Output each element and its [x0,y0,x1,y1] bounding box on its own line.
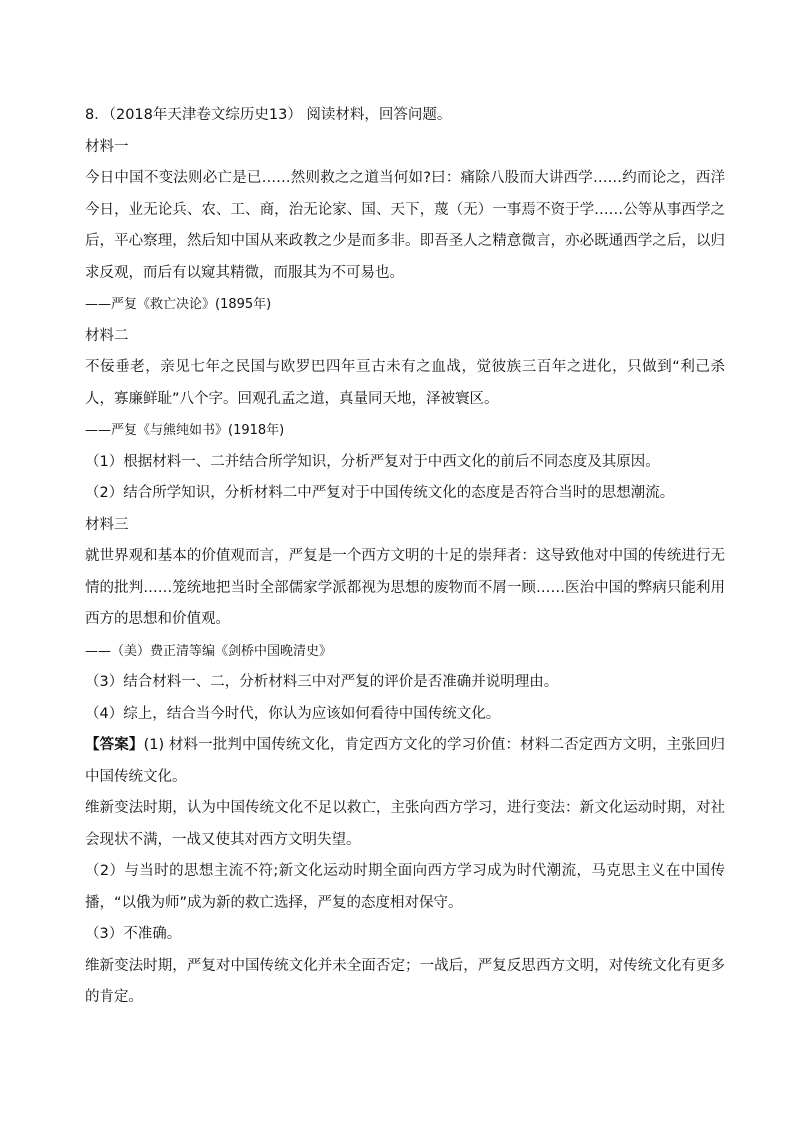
material-3-source: ——（美）费正清等编《剑桥中国晚清史》 [85,643,333,659]
material-3-text: 就世界观和基本的价值观而言，严复是一个西方文明的十足的崇拜者：这导致他对中国的传统进行无情的批判……笼统地把当时全部儒家学派都视为思想的废物而不屑一顾……医治中国的弊病只能利用西方的思想和价值观。 [85,548,725,627]
answer-1-reason: 维新变法时期，认为中国传统文化不足以救亡，主张向西方学习，进行变法：新文化运动时期，对社会现状不满，一战又使其对西方文明失望。 [85,800,725,848]
answer-3: （3）不准确。 [85,926,182,942]
answer-1-text: (1) 材料一批判中国传统文化，肯定西方文化的学习价值：材料二否定西方文明，主张回归中国传统文化。 [85,737,725,785]
document-content [85,100,725,1014]
question-3: （3）结合材料一、二，分析材料三中对严复的评价是否准确并说明理由。 [85,674,559,690]
question-header: 8．（2018年天津卷文综历史13） 阅读材料，回答问题。 [85,107,452,123]
answer-label: 【答案】 [85,737,144,753]
answer-1 [85,730,725,793]
answer-2: （2）与当时的思想主流不符;新文化运动时期全面向西方学习成为时代潮流，马克思主义在中国传播，“以俄为师”成为新的救亡选择，严复的态度相对保守。 [85,863,725,911]
question-4: （4）综上，结合当今时代，你认为应该如何看待中国传统文化。 [85,705,501,722]
material-2-text: 不佞垂老，亲见七年之民国与欧罗巴四年亘古未有之血战，觉彼族三百年之进化，只做到“利己杀人，寡廉鲜耻”八个字。回观孔孟之道，真量同天地，泽被寰区。 [85,359,725,407]
material-2-title: 材料二 [85,327,129,344]
material-1-source: ——严复《救亡决论》(1895年) [85,297,272,312]
answer-3-reason: 维新变法时期，严复对中国传统文化并未全面否定；一战后，严复反思西方文明，对传统文化有更多的肯定。 [85,957,725,1005]
material-1-text: 今日中国不变法则必亡是已……然则救之之道当何如?曰：痛除八股而大讲西学……约而论之，西洋今日，业无论兵、农、工、商，治无论家、国、天下，蔑（无）一事焉不资于学……公等从事西学之后，平心察理，然后知中国从来政教之少是而多非。即吾圣人之精意微言，亦必既通西学之后，以归求反观，而后有以窥其精微，而服其为不可易也。 [85,170,725,281]
material-3-title: 材料三 [85,516,129,533]
question-2: （2）结合所学知识，分析材料二中严复对于中国传统文化的态度是否符合当时的思想潮流。 [85,485,675,501]
material-1-title: 材料一 [85,138,129,155]
question-1: （1）根据材料一、二并结合所学知识，分析严复对于中西文化的前后不同态度及其原因。 [85,453,660,470]
material-2-source: ——严复《与熊纯如书》(1918年) [85,423,285,438]
